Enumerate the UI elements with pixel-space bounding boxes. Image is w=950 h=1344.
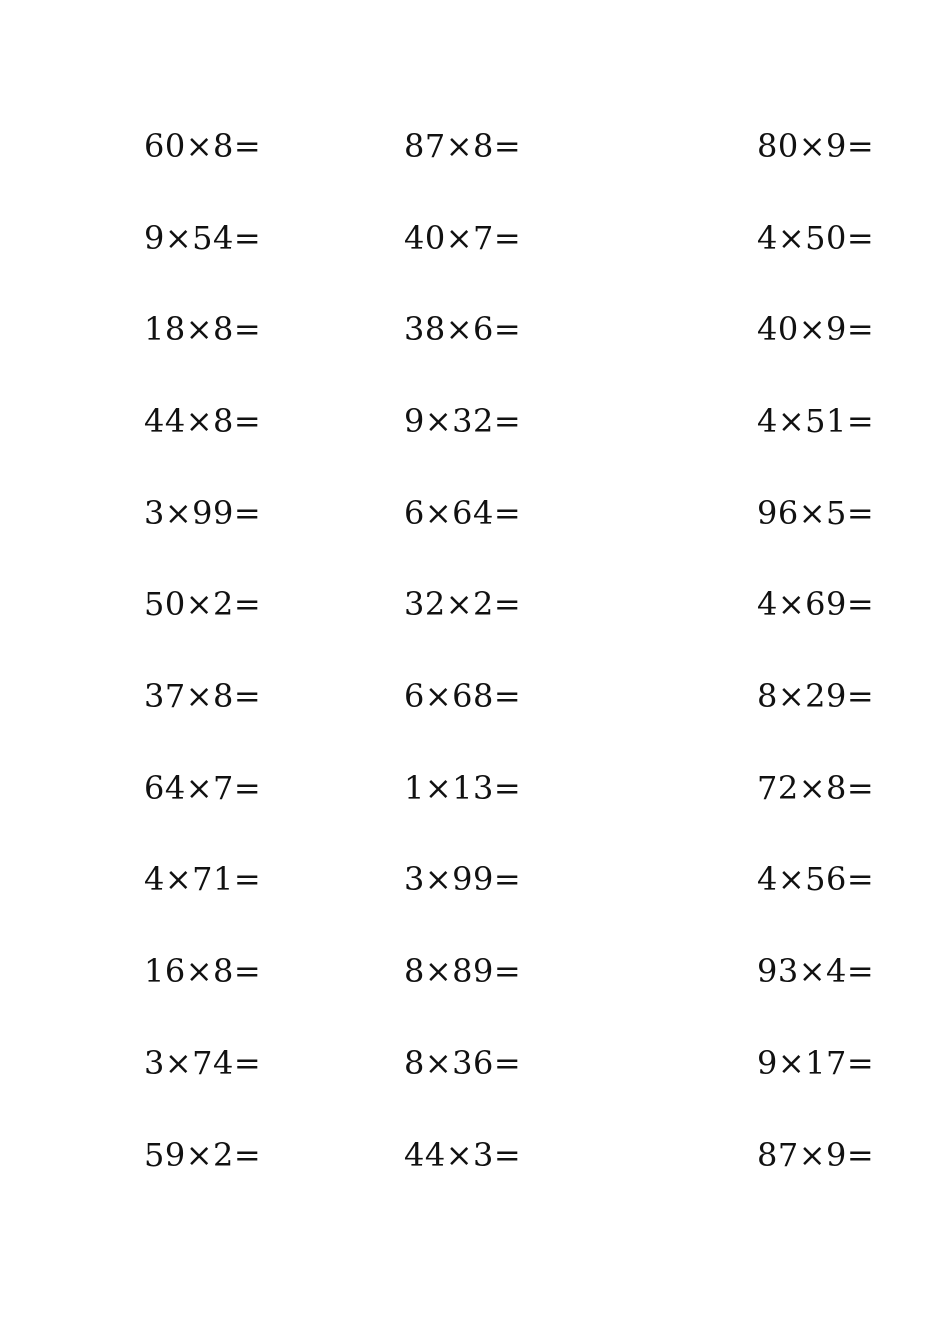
problem-item: 8×29= — [757, 677, 875, 715]
problem-item: 4×51= — [757, 402, 875, 440]
problem-item: 40×7= — [404, 219, 522, 257]
problem-row — [0, 493, 950, 553]
problem-item: 18×8= — [144, 310, 262, 348]
problem-row — [0, 401, 950, 461]
problem-item: 8×36= — [404, 1044, 522, 1082]
problem-item: 37×8= — [144, 677, 262, 715]
problem-row — [0, 1135, 950, 1195]
problem-item: 87×9= — [757, 1136, 875, 1174]
problem-item: 6×64= — [404, 494, 522, 532]
problem-item: 3×99= — [144, 494, 262, 532]
problem-item: 44×3= — [404, 1136, 522, 1174]
problem-row — [0, 218, 950, 278]
problem-item: 4×56= — [757, 860, 875, 898]
problem-item: 50×2= — [144, 585, 262, 623]
problem-item: 44×8= — [144, 402, 262, 440]
problem-row — [0, 768, 950, 828]
problem-item: 93×4= — [757, 952, 875, 990]
problem-item: 72×8= — [757, 769, 875, 807]
problem-item: 9×32= — [404, 402, 522, 440]
problem-row — [0, 126, 950, 186]
problem-item: 9×54= — [144, 219, 262, 257]
problem-row — [0, 584, 950, 644]
problem-item: 3×99= — [404, 860, 522, 898]
problem-item: 9×17= — [757, 1044, 875, 1082]
problem-item: 40×9= — [757, 310, 875, 348]
problem-item: 38×6= — [404, 310, 522, 348]
problem-item: 60×8= — [144, 127, 262, 165]
problem-item: 96×5= — [757, 494, 875, 532]
problem-row — [0, 676, 950, 736]
problem-item: 6×68= — [404, 677, 522, 715]
problem-item: 80×9= — [757, 127, 875, 165]
problem-item: 87×8= — [404, 127, 522, 165]
problem-item: 64×7= — [144, 769, 262, 807]
problem-item: 3×74= — [144, 1044, 262, 1082]
problem-item: 8×89= — [404, 952, 522, 990]
problem-item: 1×13= — [404, 769, 522, 807]
problem-item: 4×50= — [757, 219, 875, 257]
problem-item: 59×2= — [144, 1136, 262, 1174]
problem-row — [0, 951, 950, 1011]
problem-row — [0, 309, 950, 369]
problem-item: 16×8= — [144, 952, 262, 990]
problem-row — [0, 859, 950, 919]
problem-row — [0, 1043, 950, 1103]
problem-item: 4×69= — [757, 585, 875, 623]
problem-item: 4×71= — [144, 860, 262, 898]
problem-item: 32×2= — [404, 585, 522, 623]
